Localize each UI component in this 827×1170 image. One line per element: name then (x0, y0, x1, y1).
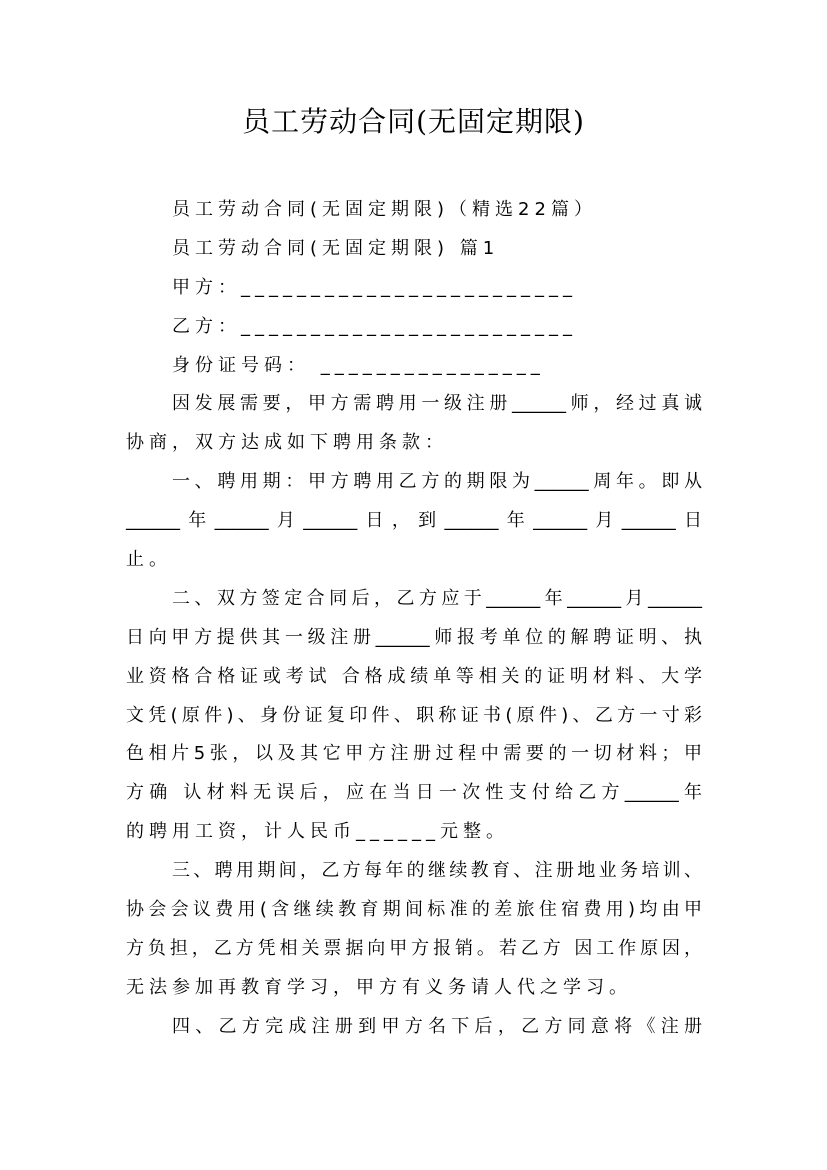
text-line: ______年______月______日，到______年______月______日 (126, 510, 702, 532)
text-line: 因发展需要，甲方需聘用一级注册______师，经过真诚 (172, 393, 702, 415)
text-line: 四、乙方完成注册到甲方名下后，乙方同意将《注册 (172, 1015, 702, 1037)
text-line: 身份证号码： ________________ (172, 354, 545, 376)
text-line: 色相片5张，以及其它甲方注册过程中需要的一切材料；甲 (126, 743, 702, 765)
text-line: 日向甲方提供其一级注册______师报考单位的解聘证明、执 (126, 626, 702, 648)
text-line: 二、双方签定合同后，乙方应于______年______月______ (172, 587, 702, 609)
text-line: 一、聘用期：甲方聘用乙方的期限为______周年。即从 (172, 471, 702, 493)
text-line: 乙方：________________________ (172, 315, 577, 337)
text-line: 协商，双方达成如下聘用条款： (126, 432, 448, 454)
text-line: 文凭(原件)、身份证复印件、职称证书(原件)、乙方一寸彩 (126, 704, 702, 726)
text-line: 协会会议费用(含继续教育期间标准的差旅住宿费用)均由甲 (126, 899, 702, 921)
text-line: 方确 认材料无误后，应在当日一次性支付给乙方______年 (126, 782, 702, 804)
text-line: 三、聘用期间，乙方每年的继续教育、注册地业务培训、 (172, 860, 702, 882)
text-line: 甲方：________________________ (172, 276, 577, 298)
text-line: 方负担，乙方凭相关票据向甲方报销。若乙方 因工作原因， (126, 937, 702, 959)
text-line: 员工劳动合同(无固定期限)（精选22篇） (172, 199, 597, 220)
text-line: 无法参加再教育学习，甲方有义务请人代之学习。 (126, 976, 632, 998)
text-line: 业资格合格证或考试 合格成绩单等相关的证明材料、大学 (126, 665, 702, 687)
document-title: 员工劳动合同(无固定期限) (242, 105, 585, 138)
document-body (126, 196, 702, 1052)
text-line: 员工劳动合同(无固定期限) 篇1 (172, 237, 500, 259)
text-line: 止。 (126, 549, 172, 571)
text-line: 的聘用工资，计人民币______元整。 (126, 821, 509, 843)
